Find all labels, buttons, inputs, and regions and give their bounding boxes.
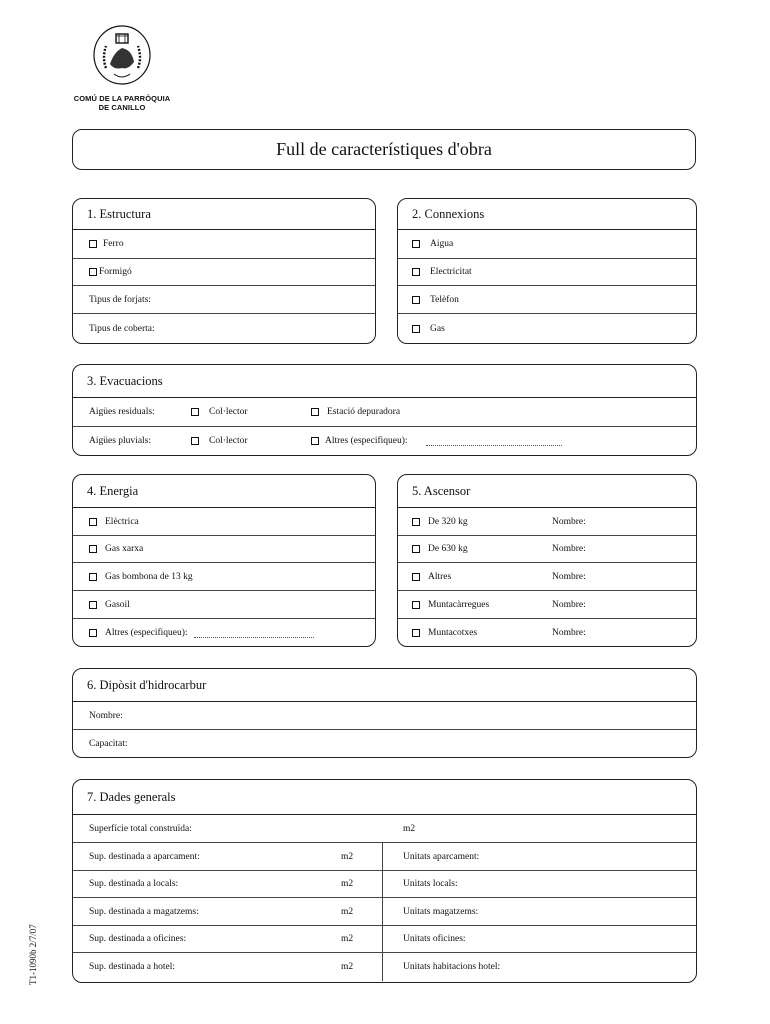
ferro-label: Ferro	[103, 239, 124, 249]
electricitat-label: Electricitat	[430, 267, 472, 277]
ascensor-altres-label: Altres	[428, 571, 452, 582]
section-evacuacions	[72, 364, 697, 456]
section-dades-generals	[72, 779, 697, 983]
org-line-1: COMÚ DE LA PARRÒQUIA	[73, 94, 171, 103]
dades-row-right-label: Unitats locals:	[403, 879, 458, 889]
total-label: Superfície total construïda:	[89, 823, 192, 834]
gasoil-checkbox[interactable]	[89, 601, 97, 609]
muntacotxes-checkbox[interactable]	[412, 629, 420, 637]
section-title: 5. Ascensor	[398, 475, 696, 508]
row-altres	[73, 619, 375, 647]
total-unit: m2	[403, 823, 416, 834]
row-capacitat[interactable]	[73, 730, 696, 757]
section-title: 7. Dades generals	[73, 780, 696, 815]
row-320	[398, 508, 696, 536]
altres-checkbox[interactable]	[311, 437, 319, 445]
parish-seal-logo	[92, 24, 152, 86]
aigua-checkbox[interactable]	[412, 240, 420, 248]
org-line-2: DE CANILLO	[98, 103, 146, 112]
telefon-label: Telèfon	[430, 294, 459, 305]
formigo-checkbox[interactable]	[89, 268, 97, 276]
dades-row-unit: m2	[341, 934, 354, 944]
row-residuals	[73, 398, 696, 427]
section-title: 1. Estructura	[73, 199, 375, 230]
dades-row-right-label: Unitats magatzems:	[403, 906, 479, 917]
bombona-checkbox[interactable]	[89, 573, 97, 581]
section-title: 3. Evacuacions	[73, 365, 696, 398]
dades-row-unit: m2	[341, 906, 354, 917]
form-title-box	[72, 129, 696, 170]
ascensor-altres-checkbox[interactable]	[412, 573, 420, 581]
dades-row-right-label: Unitats habitacions hotel:	[403, 962, 501, 972]
dades-row	[73, 953, 696, 981]
row-gas-xarxa	[73, 536, 375, 563]
diposit-nombre-label: Nombre:	[89, 710, 123, 721]
row-gas	[398, 314, 696, 343]
dades-row-left-label: Sup. destinada a aparcament:	[89, 851, 200, 862]
row-aigua	[398, 230, 696, 259]
energia-altres-input-line[interactable]	[194, 629, 314, 638]
row-gasoil	[73, 591, 375, 619]
row-coberta[interactable]	[73, 314, 375, 343]
aigua-label: Aigua	[430, 239, 454, 249]
coberta-label: Tipus de coberta:	[89, 323, 155, 334]
residuals-label: Aigües residuals:	[89, 407, 155, 417]
form-code: T1-1090b 2/7/07	[28, 924, 38, 985]
dades-row-unit: m2	[341, 962, 354, 972]
dades-row-right-label: Unitats aparcament:	[403, 851, 480, 862]
form-title: Full de característiques d'obra	[276, 139, 492, 159]
telefon-checkbox[interactable]	[412, 296, 420, 304]
dades-row-left-label: Sup. destinada a locals:	[89, 879, 179, 889]
gas-label: Gas	[430, 323, 445, 334]
row-electricitat	[398, 259, 696, 286]
row-ferro	[73, 230, 375, 259]
section-connexions	[397, 198, 697, 344]
dades-rows	[73, 843, 696, 981]
pluvials-collector-checkbox[interactable]	[191, 437, 199, 445]
depuradora-checkbox[interactable]	[311, 408, 319, 416]
column-divider	[382, 898, 383, 925]
row-muntacotxes	[398, 619, 696, 647]
altres-input-line[interactable]	[426, 437, 562, 446]
column-divider	[382, 926, 383, 952]
row-bombona	[73, 563, 375, 591]
electrica-label: Elèctrica	[105, 516, 139, 527]
ferro-checkbox[interactable]	[89, 240, 97, 248]
nombre-label: Nombre:	[552, 599, 586, 610]
nombre-label: Nombre:	[552, 628, 586, 638]
altres-label: Altres (especifiqueu):	[325, 436, 408, 446]
collector-label: Col·lector	[209, 407, 248, 417]
row-formigo	[73, 259, 375, 286]
electrica-checkbox[interactable]	[89, 518, 97, 526]
row-pluvials	[73, 427, 696, 455]
muntacarregues-label: Muntacàrregues	[428, 599, 490, 610]
organization-name	[60, 94, 184, 112]
nombre-label: Nombre:	[552, 544, 586, 554]
row-nombre[interactable]	[73, 702, 696, 730]
dades-row	[73, 871, 696, 898]
dades-row	[73, 926, 696, 953]
row-muntacarregues	[398, 591, 696, 619]
row-630	[398, 536, 696, 563]
row-telefon	[398, 286, 696, 314]
section-diposit	[72, 668, 697, 758]
gas-xarxa-checkbox[interactable]	[89, 545, 97, 553]
gas-xarxa-label: Gas xarxa	[105, 544, 144, 554]
section-title: 4. Energia	[73, 475, 375, 508]
row-forjats[interactable]	[73, 286, 375, 314]
section-title: 2. Connexions	[398, 199, 696, 230]
energia-altres-label: Altres (especifiqueu):	[105, 628, 188, 638]
row-electrica	[73, 508, 375, 536]
depuradora-label: Estació depuradora	[327, 407, 401, 417]
capacitat-label: Capacitat:	[89, 738, 128, 749]
d630-checkbox[interactable]	[412, 545, 420, 553]
column-divider	[382, 843, 383, 870]
dades-row-unit: m2	[341, 851, 354, 862]
dades-row-unit: m2	[341, 879, 354, 889]
forjats-label: Tipus de forjats:	[89, 294, 151, 305]
dades-row-right-label: Unitats oficines:	[403, 934, 466, 944]
muntacarregues-checkbox[interactable]	[412, 601, 420, 609]
muntacotxes-label: Muntacotxes	[428, 628, 478, 638]
d320-checkbox[interactable]	[412, 518, 420, 526]
gas-checkbox[interactable]	[412, 325, 420, 333]
dades-row-left-label: Sup. destinada a oficines:	[89, 934, 187, 944]
collector-label: Col·lector	[209, 436, 248, 446]
d630-label: De 630 kg	[428, 544, 468, 554]
section-title: 6. Dipòsit d'hidrocarbur	[73, 669, 696, 702]
energia-altres-checkbox[interactable]	[89, 629, 97, 637]
nombre-label: Nombre:	[552, 516, 586, 527]
nombre-label: Nombre:	[552, 571, 586, 582]
bombona-label: Gas bombona de 13 kg	[105, 571, 193, 582]
column-divider	[382, 871, 383, 897]
section-ascensor	[397, 474, 697, 647]
formigo-label: Formigó	[99, 267, 132, 277]
column-divider	[382, 953, 383, 981]
residuals-collector-checkbox[interactable]	[191, 408, 199, 416]
d320-label: De 320 kg	[428, 516, 468, 527]
dades-row	[73, 898, 696, 926]
section-estructura	[72, 198, 376, 344]
dades-row-left-label: Sup. destinada a magatzems:	[89, 906, 199, 917]
gasoil-label: Gasoil	[105, 599, 130, 610]
pluvials-label: Aigües pluvials:	[89, 436, 152, 446]
dades-row	[73, 843, 696, 871]
dades-row-left-label: Sup. destinada a hotel:	[89, 962, 176, 972]
electricitat-checkbox[interactable]	[412, 268, 420, 276]
row-altres	[398, 563, 696, 591]
section-energia	[72, 474, 376, 647]
row-total[interactable]	[73, 815, 696, 843]
